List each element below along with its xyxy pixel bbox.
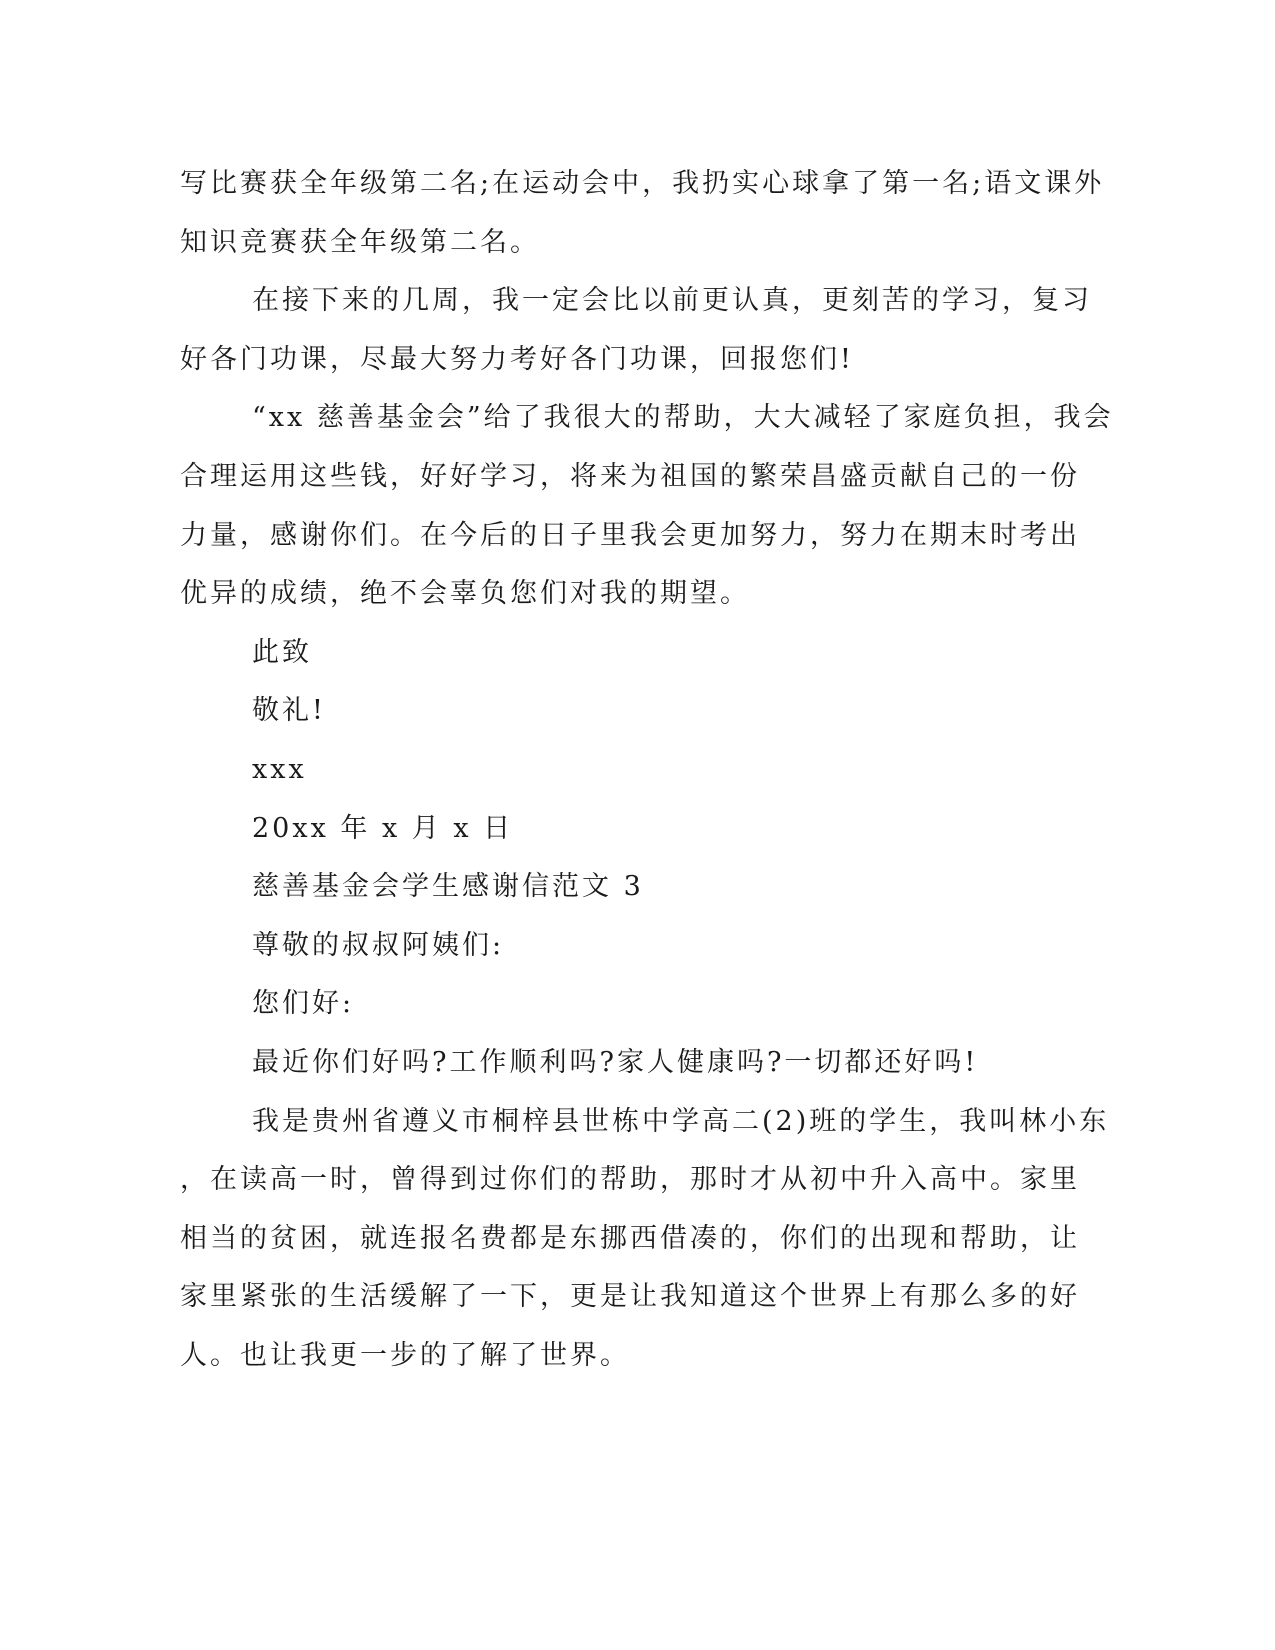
text-line: 力量，感谢你们。在今后的日子里我会更加努力，努力在期末时考出 xyxy=(180,519,1080,551)
text-line: 相当的贫困，就连报名费都是东挪西借凑的，你们的出现和帮助，让 xyxy=(180,1222,1080,1254)
date-line: 20xx 年 x 月 x 日 xyxy=(252,812,514,844)
letter-greeting-secondary: 您们好: xyxy=(252,988,355,1020)
closing-salutation: 此致 xyxy=(252,636,312,668)
paragraph-start: “xx 慈善基金会”给了我很大的帮助，大大减轻了家庭负担，我会 xyxy=(252,402,1114,434)
closing-regards: 敬礼! xyxy=(252,695,326,727)
letter-greeting: 尊敬的叔叔阿姨们: xyxy=(252,929,505,961)
text-line: 合理运用这些钱，好好学习，将来为祖国的繁荣昌盛贡献自己的一份 xyxy=(180,460,1080,492)
document-page xyxy=(180,155,1114,1385)
text-line: 好各门功课，尽最大努力考好各门功课，回报您们! xyxy=(180,343,854,375)
section-title: 慈善基金会学生感谢信范文 3 xyxy=(252,871,644,903)
paragraph-start: 最近你们好吗?工作顺利吗?家人健康吗?一切都还好吗! xyxy=(252,1046,979,1078)
text-line: 知识竞赛获全年级第二名。 xyxy=(180,226,540,258)
text-line: 优异的成绩，绝不会辜负您们对我的期望。 xyxy=(180,578,750,610)
text-line: ，在读高一时，曾得到过你们的帮助，那时才从初中升入高中。家里 xyxy=(180,1164,1080,1196)
text-line: 家里紧张的生活缓解了一下，更是让我知道这个世界上有那么多的好 xyxy=(180,1281,1080,1313)
text-line: 人。也让我更一步的了解了世界。 xyxy=(180,1339,630,1371)
paragraph-start: 在接下来的几周，我一定会比以前更认真，更刻苦的学习，复习 xyxy=(252,285,1092,317)
signature: xxx xyxy=(252,753,307,785)
text-line: 写比赛获全年级第二名;在运动会中，我扔实心球拿了第一名;语文课外 xyxy=(180,168,1105,199)
paragraph-start: 我是贵州省遵义市桐梓县世栋中学高二(2)班的学生，我叫林小东 xyxy=(252,1105,1110,1137)
